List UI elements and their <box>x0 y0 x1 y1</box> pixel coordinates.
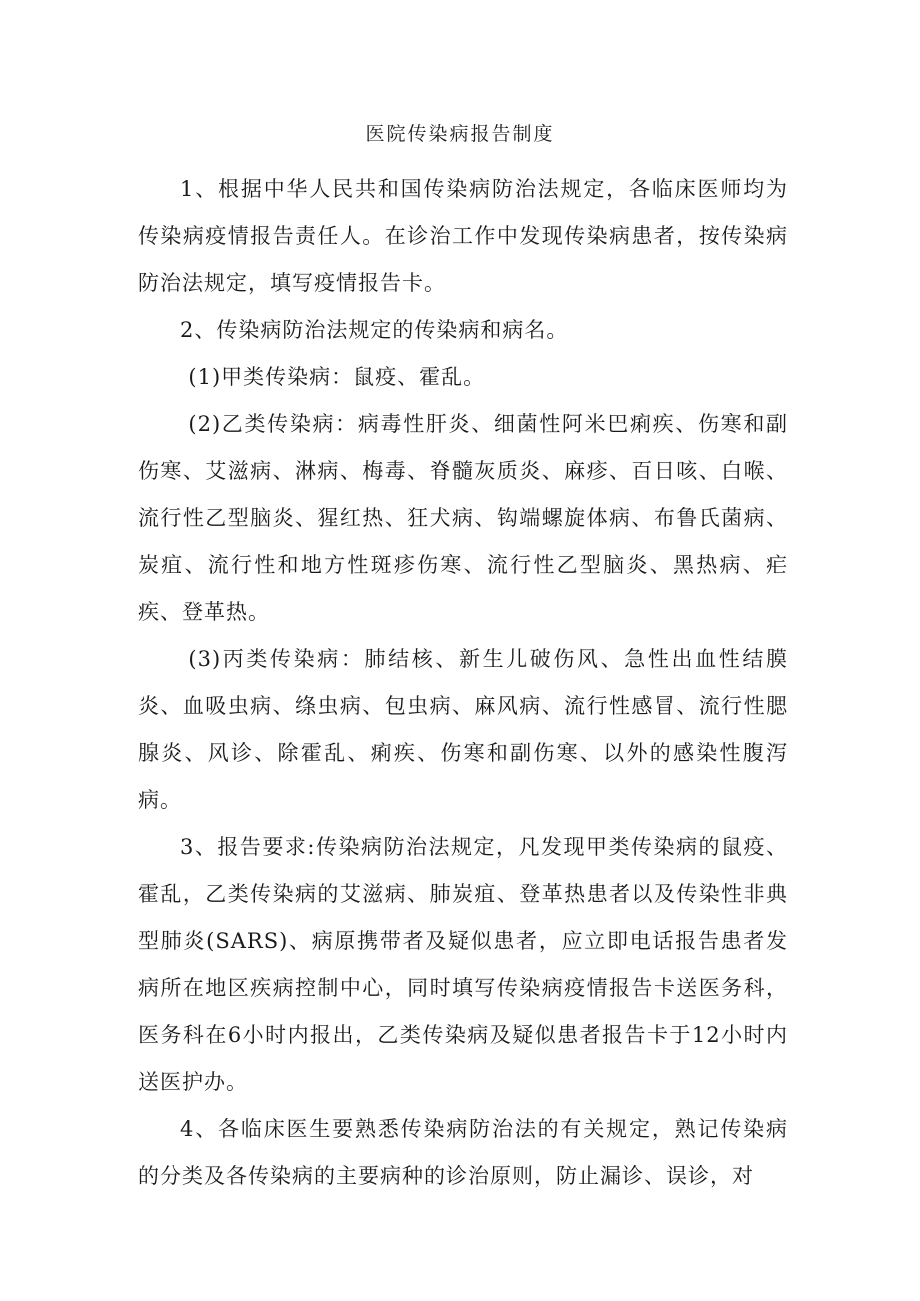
paragraph-class-c-diseases: (3)丙类传染病：肺结核、新生儿破伤风、急性出血性结膜炎、血吸虫病、绦虫病、包虫病、麻风病、流行性感冒、流行性腮腺炎、风诊、除霍乱、痢疾、伤寒和副伤寒、以外的感染性腹泻病。 <box>138 647 788 812</box>
paragraph-clinician-duties: 4、各临床医生要熟悉传染病防治法的有关规定，熟记传染病的分类及各传染病的主要病种的诊治原则，防止漏诊、误诊，对 <box>138 1117 788 1188</box>
document-body <box>138 166 788 1200</box>
paragraph-reporting-requirements: 3、报告要求:传染病防治法规定，凡发现甲类传染病的鼠疫、霍乱，乙类传染病的艾滋病、肺炭疽、登革热患者以及传染性非典型肺炎(SARS)、病原携带者及疑似患者，应立即电话报告患者发病所在地区疾病控制中心，同时填写传染病疫情报告卡送医务科，医务科在6小时内报出，乙类传染病及疑似患者报告卡于12小时内送医护办。 <box>138 835 788 1094</box>
paragraph-class-a-diseases: (1)甲类传染病：鼠疫、霍乱。 <box>188 365 486 389</box>
paragraph-disease-list-intro: 2、传染病防治法规定的传染病和病名。 <box>180 318 569 342</box>
paragraph-class-b-diseases: (2)乙类传染病：病毒性肝炎、细菌性阿米巴痢疾、伤寒和副伤寒、艾滋病、淋病、梅毒、脊髓灰质炎、麻疹、百日咳、白喉、流行性乙型脑炎、猩红热、狂犬病、钩端螺旋体病、布鲁氏菌病、炭疽、流行性和地方性斑疹伤寒、流行性乙型脑炎、黑热病、疟疾、登革热。 <box>138 412 788 624</box>
document-title: 医院传染病报告制度 <box>365 123 555 145</box>
paragraph-reporting-responsibility: 1、根据中华人民共和国传染病防治法规定，各临床医师均为传染病疫情报告责任人。在诊治工作中发现传染病患者，按传染病防治法规定，填写疫情报告卡。 <box>138 177 788 295</box>
